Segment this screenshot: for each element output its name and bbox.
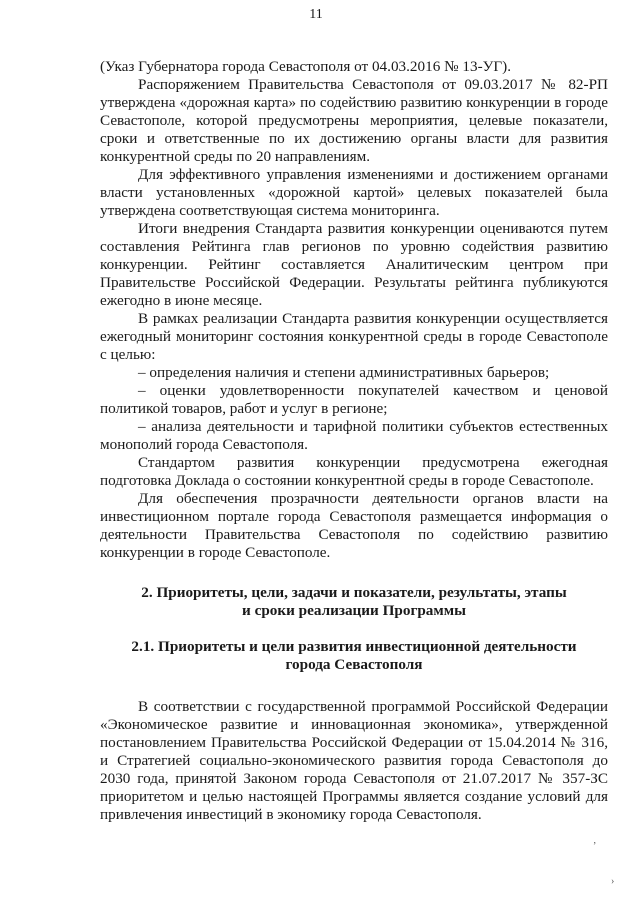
section-heading [100, 584, 608, 620]
section-heading-line: и сроки реализации Программы [242, 602, 466, 619]
paragraph: Для эффективного управления изменениями и достижением органами власти установленных «дорожной картой» целевых показателей была утверждена соответствующая система мониторинга. [100, 166, 608, 219]
paragraph: Для обеспечения прозрачности деятельности органов власти на инвестиционном портале города Севастополя размещается информация о деятельности Правительства Севастополя по содействию развитию конкуренции в городе Севастополе. [100, 490, 608, 561]
list-item: – оценки удовлетворенности покупателей качеством и ценовой политикой товаров, работ и услуг в регионе; [100, 382, 608, 417]
paragraph: Распоряжением Правительства Севастополя от 09.03.2017 № 82-РП утверждена «дорожная карта» по содействию развитию конкуренции в городе Севастополе, которой предусмотрены мероприятия, целевые показатели, сроки и ответственные по их достижению органы власти для развития конкурентной среды по 20 направлениям. [100, 76, 608, 165]
paragraph: В рамках реализации Стандарта развития конкуренции осуществляется ежегодный мониторинг состояния конкурентной среды в городе Севастополе с целью: [100, 310, 608, 363]
subsection-heading-line: 2.1. Приоритеты и цели развития инвестиционной деятельности [131, 638, 577, 655]
scan-artifact-mark: › [611, 876, 615, 887]
paragraph: Итоги внедрения Стандарта развития конкуренции оцениваются путем составления Рейтинга глав регионов по уровню содействия развитию конкуренции. Рейтинг составляется Аналитическим центром при Правительстве Российской Федерации. Результаты рейтинга публикуются ежегодно в июне месяце. [100, 220, 608, 309]
document-body [100, 58, 608, 824]
list-item: – определения наличия и степени административных барьеров; [138, 364, 550, 381]
list-item: – анализа деятельности и тарифной политики субъектов естественных монополий города Севастополя. [100, 418, 608, 453]
paragraph: (Указ Губернатора города Севастополя от 04.03.2016 № 13-УГ). [100, 58, 512, 75]
scan-artifact-mark: ’ [593, 841, 597, 852]
subsection-heading-line: города Севастополя [285, 656, 423, 673]
paragraph: В соответствии с государственной программой Российской Федерации «Экономическое развитие и инновационная экономика», утвержденной постановлением Правительства Российской Федерации от 15.04.2014 № 316, и Стратегией социально-экономического развития города Севастополя до 2030 года, принятой Законом города Севастополя от 21.07.2017 № 357-ЗС приоритетом и целью настоящей Программы является создание условий для привлечения инвестиций в экономику города Севастополя. [100, 698, 608, 823]
paragraph: Стандартом развития конкуренции предусмотрена ежегодная подготовка Доклада о состоянии конкурентной среды в городе Севастополе. [100, 454, 608, 489]
section-heading-line: 2. Приоритеты, цели, задачи и показатели, результаты, этапы [141, 584, 567, 601]
subsection-heading [100, 638, 608, 674]
page-number: 11 [309, 7, 323, 22]
